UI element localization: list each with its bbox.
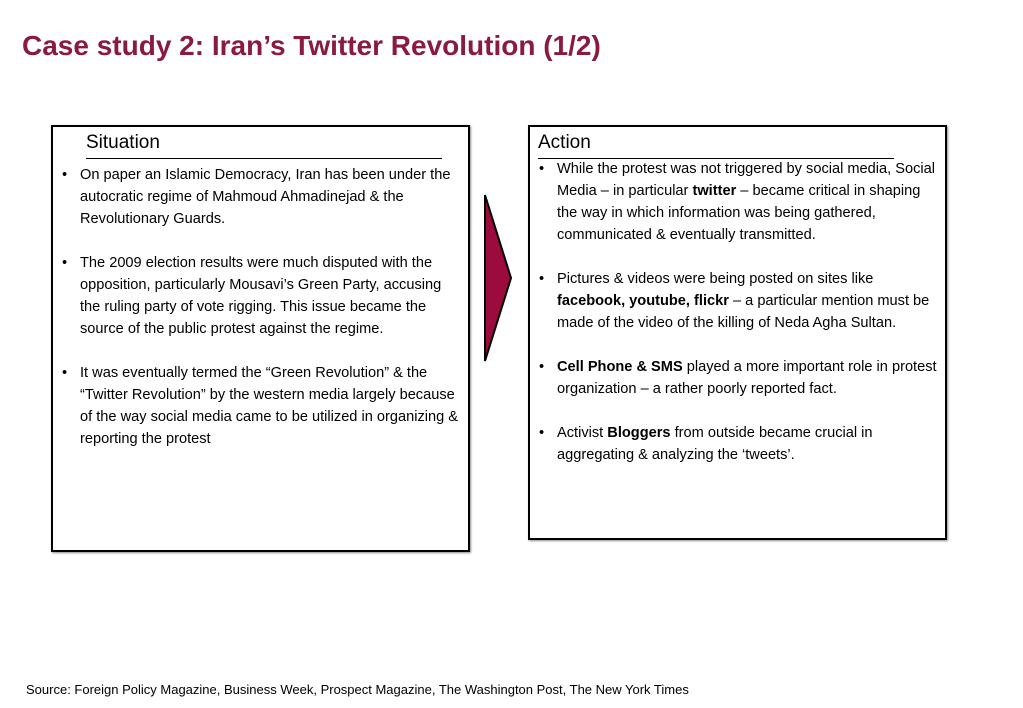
bullet-text: Pictures & videos were being posted on sites like — [557, 271, 874, 287]
action-panel — [528, 125, 947, 540]
situation-panel — [51, 125, 470, 552]
bullet-text: – a particular mention must be made of the video of the killing of Neda Agha Sultan. — [557, 293, 930, 331]
bullet-emphasis: twitter — [692, 183, 737, 199]
bullet-emphasis: facebook, youtube, flickr — [557, 293, 729, 309]
bullet-item — [538, 356, 940, 400]
bullet-emphasis: Bloggers — [607, 425, 671, 441]
source-citation: Source: Foreign Policy Magazine, Business Week, Prospect Magazine, The Washington Post, The New York Times — [26, 682, 689, 697]
bullet-text: – became critical in shaping the way in which information was being gathered, communicated & eventually transmitted. — [557, 183, 921, 243]
bullet-item — [538, 268, 940, 334]
action-heading: Action — [538, 132, 591, 153]
bullet-text: The 2009 election results were much disputed with the opposition, particularly Mousavi’s Green Party, accusing the ruling party of vote rigging. This issue became the source of the public protest against the regime. — [80, 255, 442, 337]
bullet-item — [61, 252, 463, 340]
bullet-text: It was eventually termed the “Green Revolution” & the “Twitter Revolution” by the western media largely because of the way social media came to be utilized in organizing & reporting the protest — [80, 365, 459, 447]
bullet-emphasis: Cell Phone & SMS — [557, 359, 683, 375]
bullet-text: from outside became crucial in aggregating & analyzing the ‘tweets’. — [557, 425, 873, 463]
page-title: Case study 2: Iran’s Twitter Revolution (1/2) — [22, 30, 601, 61]
bullet-text: played a more important role in protest organization – a rather poorly reported fact. — [557, 359, 937, 397]
situation-heading: Situation — [86, 132, 160, 153]
chevron-right-arrow-icon — [484, 193, 514, 363]
bullet-text: While the protest was not triggered by social media, Social Media – in particular — [557, 161, 935, 199]
bullet-text: Activist — [557, 425, 608, 441]
bullet-item — [61, 362, 463, 450]
bullet-text: On paper an Islamic Democracy, Iran has been under the autocratic regime of Mahmoud Ahmadinejad & the Revolutionary Guards. — [80, 167, 451, 227]
bullet-item — [538, 158, 940, 246]
situation-bullet-list — [61, 164, 463, 472]
situation-heading-underline — [86, 158, 442, 159]
action-bullet-list — [538, 158, 940, 488]
bullet-item — [538, 422, 940, 466]
bullet-item — [61, 164, 463, 230]
